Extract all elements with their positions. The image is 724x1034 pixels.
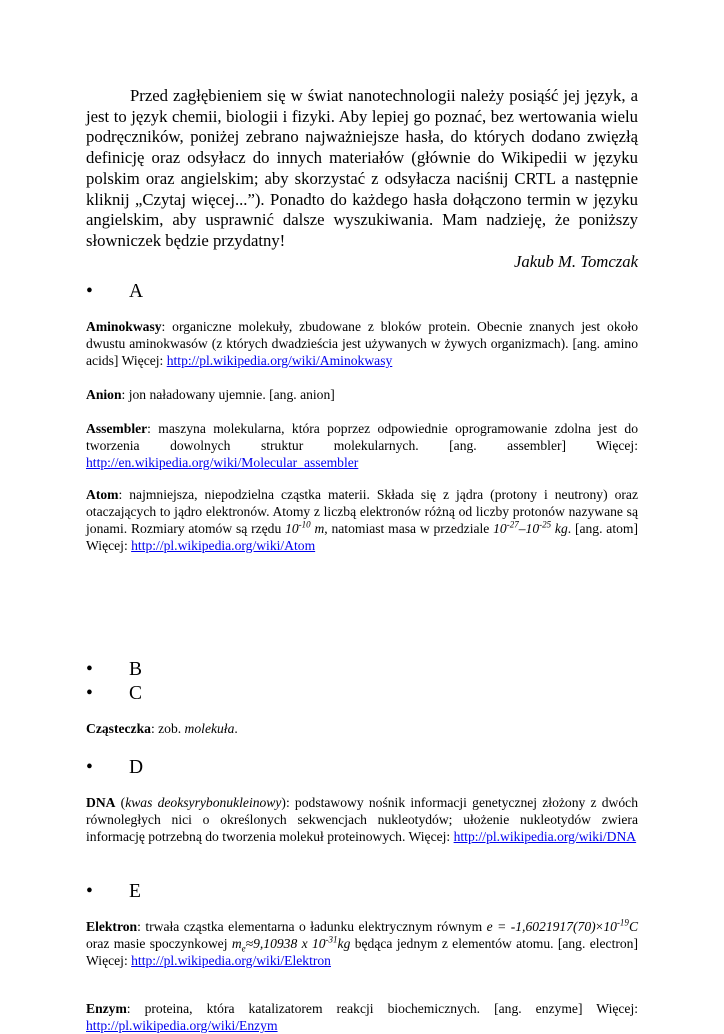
entry-term: Cząsteczka [86, 721, 151, 736]
bullet-icon: • [86, 881, 93, 902]
entry-dna [86, 794, 638, 845]
entry-definition: : organiczne molekuły, zbudowane z bloków protein. Obecnie znanych jest około dwustu aminokwasów (z których dwadzieścia jest używanych w żywych organizmach). [ang. amino acids] Więcej: [86, 319, 638, 368]
entry-czasteczka [86, 720, 638, 737]
section-letter: B [129, 659, 143, 680]
section-letter: C [129, 683, 143, 704]
entry-atom [86, 486, 638, 554]
entry-definition: : zob. [150, 721, 185, 736]
bullet-icon: • [86, 281, 93, 302]
atom-mass-high-base: 10 [525, 521, 540, 536]
entry-definition: : najmniejsza, niepodzielna cząstka materii. Składa się z jądra (protony i neutrony) oraz otaczających to jądro elektronów. Atomy z liczbą elektronów różną od liczby protonów nazywane są jonami. Rozmiary atomów są rzędu [86, 487, 638, 536]
wiki-link-aminokwasy[interactable]: http://pl.wikipedia.org/wiki/Aminokwasy [166, 353, 393, 368]
latin-name: kwas deoksyrybonukleinowy [125, 795, 282, 810]
times-sign: × [595, 919, 604, 934]
wiki-link-elektron[interactable]: http://pl.wikipedia.org/wiki/Elektron [131, 953, 331, 968]
entry-elektron [86, 918, 638, 969]
mass-symbol: m [231, 936, 242, 951]
entry-definition: . [ang. atom] Więcej: [86, 521, 639, 553]
section-letter: A [129, 281, 144, 302]
wiki-link-atom[interactable]: http://pl.wikipedia.org/wiki/Atom [131, 538, 316, 553]
atom-mass-low-exponent: -27 [506, 519, 519, 530]
author-signature: Jakub M. Tomczak [513, 251, 638, 271]
range-dash: – [518, 521, 526, 536]
atom-size-unit: m [310, 521, 325, 536]
section-heading-d [86, 756, 660, 780]
section-heading-c [86, 682, 660, 706]
entry-enzym [86, 1000, 638, 1034]
entry-definition: ): podstawowy nośnik informacji genetycznej złożony z dwóch równoległych nici o określonych sekwencjach nukleotydów; ułożenie nukleotydów zwiera informację potrzebną do tworzenia molekuł proteinowych. Więcej: [86, 795, 638, 844]
entry-term: Assembler [86, 421, 148, 436]
entry-definition: : jon naładowany ujemnie. [ang. anion] [121, 387, 335, 402]
paren-open: ( [115, 795, 126, 810]
entry-term: DNA [86, 795, 116, 810]
entry-assembler [86, 420, 638, 471]
entry-end: . [234, 721, 238, 736]
entry-definition: : maszyna molekularna, która poprzez odpowiednie oprogramowanie zdolna jest do tworzenia dowolnych struktur molekularnych. [ang. assembler] Więcej: [86, 421, 638, 453]
electron-charge: e = -1,6021917(70) [486, 919, 596, 934]
charge-base: 10 [603, 919, 617, 934]
entry-definition: oraz masie spoczynkowej [86, 936, 232, 951]
mass-subscript: e [241, 943, 246, 954]
wiki-link-assembler[interactable]: http://en.wikipedia.org/wiki/Molecular_assembler [86, 455, 359, 470]
mass-exponent: -31 [325, 934, 338, 945]
wiki-link-dna[interactable]: http://pl.wikipedia.org/wiki/DNA [453, 829, 637, 844]
bullet-icon: • [86, 757, 93, 778]
atom-size-base: 10 [285, 521, 299, 536]
intro-paragraph: Przed zagłębieniem się w świat nanotechnologii należy posiąść jej język, a jest to język chemii, biologii i fizyki. Aby lepiej go poznać, bez wertowania wielu podręczników, poniżej zebrano najważniejsze hasła, do których dodano zwięzłą definicję oraz odsyłacz do innych materiałów (głównie do Wikipedii w języku polskim oraz angielskim; aby skorzystać z odsyłacza naciśnij CRTL a następnie kliknij „Czytaj więcej...”). Ponadto do każdego hasła dołączono termin w języku angielskim, aby usprawnić dalsze wyszukiwania. Mam nadzieję, że poniższy słowniczek będzie przydatny! [86, 86, 638, 250]
cross-reference: molekuła [184, 721, 235, 736]
entry-term: Elektron [86, 919, 138, 934]
atom-mass-unit: kg [551, 521, 568, 536]
entry-term: Aminokwasy [86, 319, 162, 334]
section-heading-e [86, 880, 660, 904]
entry-term: Atom [86, 487, 119, 502]
charge-exponent: -19 [616, 917, 629, 928]
wiki-link-enzym[interactable]: http://pl.wikipedia.org/wiki/Enzym [86, 1018, 278, 1033]
entry-definition: : trwała cząstka elementarna o ładunku elektrycznym równym [137, 919, 487, 934]
mass-value: ≈9,10938 x 10 [245, 936, 326, 951]
atom-mass-high-exponent: -25 [539, 519, 552, 530]
entry-definition: : proteina, która katalizatorem reakcji biochemicznych. [ang. enzyme] Więcej: [126, 1001, 638, 1016]
entry-anion [86, 386, 638, 403]
entry-term: Anion [86, 387, 122, 402]
entry-definition: , natomiast masa w przedziale [324, 521, 494, 536]
entry-term: Enzym [86, 1001, 127, 1016]
atom-size-exponent: -10 [298, 519, 311, 530]
section-letter: E [129, 881, 141, 902]
mass-unit: kg [337, 936, 351, 951]
charge-unit: C [628, 919, 639, 934]
entry-aminokwasy [86, 318, 638, 369]
intro-section [86, 86, 638, 272]
bullet-icon: • [86, 683, 93, 704]
section-heading-a [86, 280, 660, 304]
atom-mass-low-base: 10 [493, 521, 507, 536]
bullet-icon: • [86, 659, 93, 680]
section-heading-b [86, 658, 660, 682]
entry-definition: będąca jednym z elementów atomu. [ang. electron] Więcej: [86, 936, 638, 968]
section-letter: D [129, 757, 144, 778]
